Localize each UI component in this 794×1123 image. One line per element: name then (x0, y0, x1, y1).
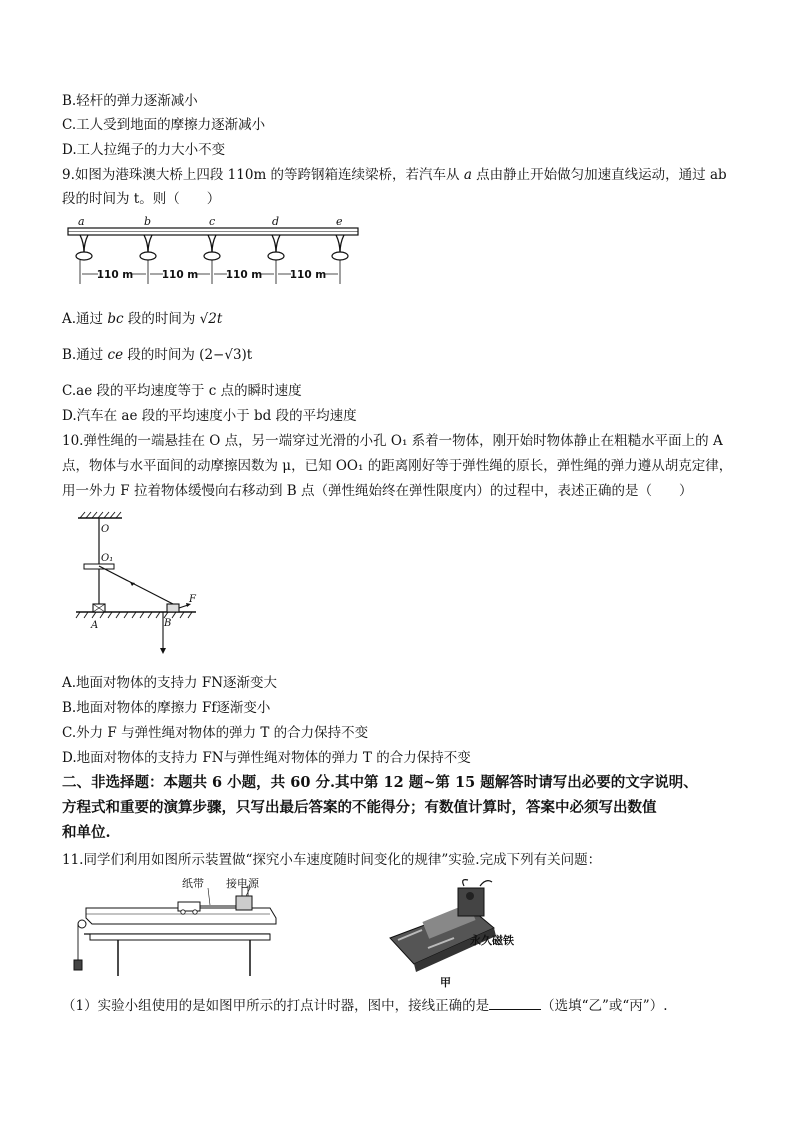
q10-option-a: A.地面对物体的支持力 FN逐渐变大 (62, 675, 278, 691)
q9-stem-line2: 段的时间为 t。则（ ） (62, 191, 221, 207)
q8-option-c: C.工人受到地面的摩擦力逐渐减小 (62, 117, 266, 133)
timer-photo-figure (384, 878, 554, 990)
q10-option-d: D.地面对物体的支持力 FN与弹性绳对物体的弹力 T 的合力保持不变 (62, 750, 471, 766)
q9-option-d: D.汽车在 ae 段的平均速度小于 bd 段的平均速度 (62, 408, 357, 424)
bridge-point-e: e (336, 216, 343, 228)
label-B: B (164, 618, 172, 629)
label-permanent-magnet: 永久磁铁 (470, 934, 514, 947)
label-O: O (101, 524, 110, 535)
label-figure-jia: 甲 (440, 976, 451, 989)
bridge-span-3: 110 m (225, 269, 263, 281)
q8-option-d: D.工人拉绳子的力大小不变 (62, 142, 226, 158)
q9-option-c: C.ae 段的平均速度等于 c 点的瞬时速度 (62, 383, 302, 399)
q9-option-a: A.通过 bc 段的时间为 √2t (62, 311, 223, 327)
bridge-point-c: c (209, 216, 216, 228)
q10-option-b: B.地面对物体的摩擦力 Ff逐渐变小 (62, 700, 271, 716)
label-O1: O₁ (101, 553, 114, 564)
q10-stem-line2: 点，物体与水平面间的动摩擦因数为 μ，已知 OO₁ 的距离刚好等于弹性绳的原长，弹性绳的弹力遵从胡克定律， (62, 458, 733, 474)
bridge-point-b: b (144, 216, 152, 228)
q9-option-b: B.通过 ce 段的时间为 (2−√3)t (62, 347, 253, 363)
bridge-span-4: 110 m (289, 269, 327, 281)
bridge-span-2: 110 m (161, 269, 199, 281)
bridge-point-d: d (272, 216, 280, 228)
q10-stem-line1: 10.弹性绳的一端悬挂在 O 点，另一端穿过光滑的小孔 O₁ 系着一物体，刚开始时物体静止在粗糙水平面上的 A (62, 433, 723, 449)
q11-sub1: （1）实验小组使用的是如图甲所示的打点计时器，图中，接线正确的是 （选填“乙”或“丙”）. (62, 998, 668, 1014)
elastic-rope-figure (72, 508, 212, 658)
label-paper-tape: 纸带 (182, 878, 204, 890)
q10-stem-line3: 用一外力 F 拉着物体缓慢向右移动到 B 点（弹性绳始终在弹性限度内）的过程中，表述正确的是（ ） (62, 483, 693, 499)
answer-blank[interactable] (489, 996, 541, 1010)
q10-option-c: C.外力 F 与弹性绳对物体的弹力 T 的合力保持不变 (62, 725, 369, 741)
track-apparatus-figure (70, 878, 280, 978)
bridge-point-a: a (78, 216, 85, 228)
label-F: F (189, 594, 196, 605)
label-power-supply: 接电源 (226, 878, 259, 890)
q11-stem: 11.同学们利用如图所示装置做“探究小车速度随时间变化的规律”实验.完成下列有关问题： (62, 852, 602, 868)
section2-line3: 和单位. (62, 824, 111, 841)
section2-line1: 二、非选择题：本题共 6 小题，共 60 分.其中第 12 题~第 15 题解答时请写出必要的文字说明、 (62, 774, 698, 791)
q9-stem-line1: 9.如图为港珠澳大桥上四段 110m 的等跨钢箱连续梁桥，若汽车从 a 点由静止开始做匀加速直线运动，通过 ab (62, 167, 727, 183)
label-A: A (91, 620, 99, 631)
q8-option-b: B.轻杆的弹力逐渐减小 (62, 93, 198, 109)
bridge-span-1: 110 m (96, 269, 134, 281)
bridge-figure (66, 216, 362, 288)
section2-line2: 方程式和重要的演算步骤，只写出最后答案的不能得分；有数值计算时，答案中必须写出数值 (62, 799, 657, 816)
